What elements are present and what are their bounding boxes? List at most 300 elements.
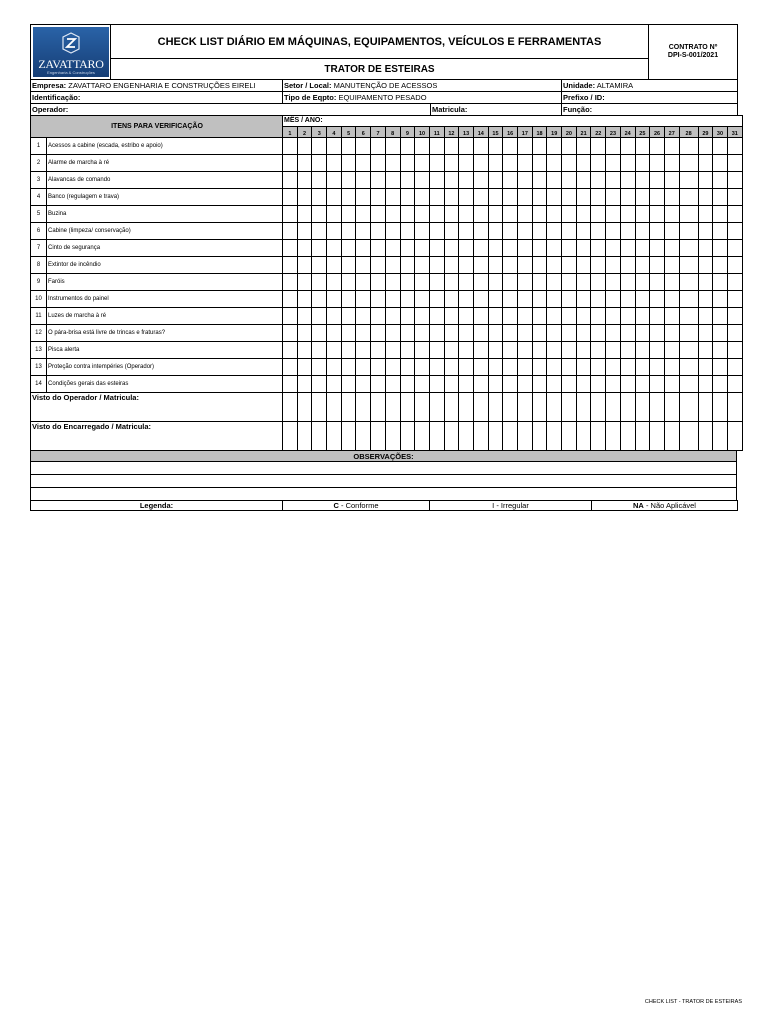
unidade-field[interactable] [562,80,738,92]
signature-cell[interactable] [713,422,728,451]
check-cell[interactable] [606,342,621,359]
check-cell[interactable] [283,274,298,291]
check-cell[interactable] [713,155,728,172]
check-cell[interactable] [385,240,400,257]
signature-cell[interactable] [576,393,591,422]
check-cell[interactable] [532,342,547,359]
check-cell[interactable] [606,223,621,240]
check-cell[interactable] [356,240,371,257]
check-cell[interactable] [518,189,533,206]
check-cell[interactable] [429,138,444,155]
check-cell[interactable] [371,240,386,257]
check-cell[interactable] [312,206,327,223]
check-cell[interactable] [562,172,577,189]
check-cell[interactable] [547,189,562,206]
check-cell[interactable] [547,274,562,291]
check-cell[interactable] [698,257,713,274]
check-cell[interactable] [518,376,533,393]
check-cell[interactable] [297,342,312,359]
signature-cell[interactable] [444,422,459,451]
check-cell[interactable] [444,342,459,359]
check-cell[interactable] [297,155,312,172]
check-cell[interactable] [341,342,356,359]
check-cell[interactable] [356,206,371,223]
check-cell[interactable] [727,223,742,240]
check-cell[interactable] [562,240,577,257]
check-cell[interactable] [297,257,312,274]
check-cell[interactable] [356,274,371,291]
check-cell[interactable] [620,206,635,223]
check-cell[interactable] [459,223,474,240]
check-cell[interactable] [327,325,342,342]
signature-cell[interactable] [547,393,562,422]
check-cell[interactable] [473,206,488,223]
check-cell[interactable] [429,291,444,308]
check-cell[interactable] [727,291,742,308]
signature-cell[interactable] [297,422,312,451]
check-cell[interactable] [283,376,298,393]
check-cell[interactable] [620,189,635,206]
check-cell[interactable] [698,308,713,325]
check-cell[interactable] [429,325,444,342]
check-cell[interactable] [400,274,415,291]
check-cell[interactable] [727,274,742,291]
check-cell[interactable] [606,257,621,274]
check-cell[interactable] [356,291,371,308]
check-cell[interactable] [679,206,698,223]
check-cell[interactable] [297,325,312,342]
check-cell[interactable] [679,325,698,342]
check-cell[interactable] [415,138,430,155]
signature-cell[interactable] [606,393,621,422]
check-cell[interactable] [312,189,327,206]
check-cell[interactable] [444,240,459,257]
check-cell[interactable] [488,223,503,240]
check-cell[interactable] [429,376,444,393]
check-cell[interactable] [327,359,342,376]
signature-cell[interactable] [727,393,742,422]
check-cell[interactable] [591,376,606,393]
signature-cell[interactable] [698,393,713,422]
check-cell[interactable] [518,342,533,359]
check-cell[interactable] [488,359,503,376]
check-cell[interactable] [635,189,650,206]
check-cell[interactable] [562,138,577,155]
check-cell[interactable] [698,291,713,308]
check-cell[interactable] [444,291,459,308]
check-cell[interactable] [664,206,679,223]
prefixo-field[interactable] [562,92,738,104]
signature-cell[interactable] [473,393,488,422]
check-cell[interactable] [698,325,713,342]
check-cell[interactable] [664,325,679,342]
check-cell[interactable] [415,189,430,206]
check-cell[interactable] [650,342,665,359]
check-cell[interactable] [664,359,679,376]
check-cell[interactable] [415,325,430,342]
check-cell[interactable] [650,138,665,155]
check-cell[interactable] [283,325,298,342]
check-cell[interactable] [679,291,698,308]
check-cell[interactable] [620,223,635,240]
check-cell[interactable] [713,240,728,257]
signature-cell[interactable] [312,393,327,422]
check-cell[interactable] [312,240,327,257]
month-year-label[interactable]: MÊS / ANO: [283,116,743,127]
check-cell[interactable] [518,172,533,189]
funcao-field[interactable] [562,104,738,116]
check-cell[interactable] [444,308,459,325]
signature-cell[interactable] [679,393,698,422]
check-cell[interactable] [429,359,444,376]
check-cell[interactable] [635,291,650,308]
check-cell[interactable] [341,325,356,342]
check-cell[interactable] [356,325,371,342]
check-cell[interactable] [591,240,606,257]
check-cell[interactable] [727,257,742,274]
check-cell[interactable] [297,206,312,223]
check-cell[interactable] [444,325,459,342]
check-cell[interactable] [356,342,371,359]
check-cell[interactable] [503,155,518,172]
check-cell[interactable] [679,155,698,172]
check-cell[interactable] [400,257,415,274]
check-cell[interactable] [518,240,533,257]
check-cell[interactable] [606,325,621,342]
check-cell[interactable] [727,359,742,376]
check-cell[interactable] [488,274,503,291]
check-cell[interactable] [297,138,312,155]
check-cell[interactable] [488,308,503,325]
check-cell[interactable] [591,291,606,308]
check-cell[interactable] [562,308,577,325]
check-cell[interactable] [283,206,298,223]
check-cell[interactable] [727,342,742,359]
check-cell[interactable] [547,308,562,325]
check-cell[interactable] [606,155,621,172]
check-cell[interactable] [488,155,503,172]
check-cell[interactable] [503,240,518,257]
check-cell[interactable] [650,189,665,206]
check-cell[interactable] [312,325,327,342]
signature-cell[interactable] [727,422,742,451]
check-cell[interactable] [591,172,606,189]
check-cell[interactable] [713,257,728,274]
check-cell[interactable] [650,274,665,291]
check-cell[interactable] [415,274,430,291]
check-cell[interactable] [459,155,474,172]
check-cell[interactable] [650,172,665,189]
check-cell[interactable] [635,206,650,223]
check-cell[interactable] [503,172,518,189]
check-cell[interactable] [385,206,400,223]
check-cell[interactable] [576,359,591,376]
check-cell[interactable] [698,342,713,359]
check-cell[interactable] [327,240,342,257]
check-cell[interactable] [635,325,650,342]
check-cell[interactable] [713,172,728,189]
signature-cell[interactable] [341,393,356,422]
signature-cell[interactable] [312,422,327,451]
observation-line[interactable] [31,462,737,475]
signature-cell[interactable] [488,422,503,451]
signature-cell[interactable] [698,422,713,451]
check-cell[interactable] [727,325,742,342]
check-cell[interactable] [698,189,713,206]
check-cell[interactable] [576,291,591,308]
check-cell[interactable] [341,257,356,274]
check-cell[interactable] [503,325,518,342]
check-cell[interactable] [650,240,665,257]
check-cell[interactable] [576,325,591,342]
check-cell[interactable] [429,274,444,291]
check-cell[interactable] [698,223,713,240]
check-cell[interactable] [576,223,591,240]
check-cell[interactable] [429,189,444,206]
check-cell[interactable] [532,257,547,274]
check-cell[interactable] [503,376,518,393]
check-cell[interactable] [576,342,591,359]
check-cell[interactable] [727,206,742,223]
signature-cell[interactable] [664,422,679,451]
check-cell[interactable] [518,291,533,308]
check-cell[interactable] [532,359,547,376]
signature-cell[interactable] [635,422,650,451]
check-cell[interactable] [341,376,356,393]
signature-cell[interactable] [664,393,679,422]
check-cell[interactable] [532,325,547,342]
check-cell[interactable] [356,172,371,189]
check-cell[interactable] [327,342,342,359]
check-cell[interactable] [562,257,577,274]
check-cell[interactable] [679,342,698,359]
check-cell[interactable] [620,138,635,155]
check-cell[interactable] [327,206,342,223]
check-cell[interactable] [283,138,298,155]
check-cell[interactable] [518,308,533,325]
check-cell[interactable] [698,138,713,155]
check-cell[interactable] [547,325,562,342]
signature-cell[interactable] [356,393,371,422]
check-cell[interactable] [576,257,591,274]
signature-cell[interactable] [297,393,312,422]
check-cell[interactable] [371,274,386,291]
check-cell[interactable] [562,274,577,291]
signature-cell[interactable] [547,422,562,451]
check-cell[interactable] [400,291,415,308]
check-cell[interactable] [532,308,547,325]
check-cell[interactable] [371,189,386,206]
check-cell[interactable] [547,240,562,257]
signature-cell[interactable] [400,393,415,422]
check-cell[interactable] [620,240,635,257]
check-cell[interactable] [385,359,400,376]
check-cell[interactable] [385,325,400,342]
check-cell[interactable] [664,223,679,240]
check-cell[interactable] [459,274,474,291]
check-cell[interactable] [297,172,312,189]
signature-cell[interactable] [400,422,415,451]
check-cell[interactable] [591,189,606,206]
check-cell[interactable] [698,172,713,189]
check-cell[interactable] [576,189,591,206]
check-cell[interactable] [576,274,591,291]
check-cell[interactable] [664,342,679,359]
check-cell[interactable] [473,172,488,189]
check-cell[interactable] [606,376,621,393]
check-cell[interactable] [327,376,342,393]
matricula-field[interactable] [431,104,562,116]
check-cell[interactable] [606,240,621,257]
check-cell[interactable] [444,274,459,291]
check-cell[interactable] [312,223,327,240]
check-cell[interactable] [371,359,386,376]
check-cell[interactable] [562,223,577,240]
check-cell[interactable] [415,359,430,376]
check-cell[interactable] [650,155,665,172]
check-cell[interactable] [727,172,742,189]
check-cell[interactable] [488,376,503,393]
check-cell[interactable] [459,206,474,223]
check-cell[interactable] [283,223,298,240]
check-cell[interactable] [562,376,577,393]
signature-cell[interactable] [371,422,386,451]
check-cell[interactable] [518,257,533,274]
check-cell[interactable] [518,325,533,342]
check-cell[interactable] [341,291,356,308]
check-cell[interactable] [327,274,342,291]
observation-line[interactable] [31,475,737,488]
check-cell[interactable] [664,376,679,393]
check-cell[interactable] [698,359,713,376]
check-cell[interactable] [650,257,665,274]
check-cell[interactable] [371,172,386,189]
check-cell[interactable] [385,155,400,172]
check-cell[interactable] [713,376,728,393]
check-cell[interactable] [312,359,327,376]
check-cell[interactable] [459,138,474,155]
check-cell[interactable] [385,257,400,274]
check-cell[interactable] [664,257,679,274]
check-cell[interactable] [620,274,635,291]
check-cell[interactable] [679,308,698,325]
check-cell[interactable] [385,172,400,189]
check-cell[interactable] [341,155,356,172]
signature-cell[interactable] [518,393,533,422]
check-cell[interactable] [562,206,577,223]
check-cell[interactable] [444,257,459,274]
check-cell[interactable] [415,308,430,325]
check-cell[interactable] [312,291,327,308]
signature-cell[interactable] [503,422,518,451]
check-cell[interactable] [341,308,356,325]
check-cell[interactable] [576,138,591,155]
check-cell[interactable] [488,240,503,257]
check-cell[interactable] [327,223,342,240]
check-cell[interactable] [312,342,327,359]
signature-cell[interactable] [679,422,698,451]
check-cell[interactable] [713,359,728,376]
check-cell[interactable] [327,257,342,274]
check-cell[interactable] [576,172,591,189]
check-cell[interactable] [429,155,444,172]
check-cell[interactable] [547,359,562,376]
check-cell[interactable] [679,274,698,291]
check-cell[interactable] [341,206,356,223]
signature-cell[interactable] [650,393,665,422]
signature-cell[interactable] [283,422,298,451]
signature-cell[interactable] [591,422,606,451]
check-cell[interactable] [283,240,298,257]
check-cell[interactable] [473,376,488,393]
check-cell[interactable] [473,342,488,359]
check-cell[interactable] [312,274,327,291]
check-cell[interactable] [356,376,371,393]
check-cell[interactable] [547,291,562,308]
check-cell[interactable] [473,138,488,155]
check-cell[interactable] [283,359,298,376]
check-cell[interactable] [650,325,665,342]
check-cell[interactable] [444,206,459,223]
check-cell[interactable] [650,308,665,325]
signature-cell[interactable] [473,422,488,451]
check-cell[interactable] [679,257,698,274]
check-cell[interactable] [415,342,430,359]
check-cell[interactable] [459,172,474,189]
signature-cell[interactable] [415,422,430,451]
check-cell[interactable] [591,308,606,325]
check-cell[interactable] [400,342,415,359]
check-cell[interactable] [312,138,327,155]
check-cell[interactable] [429,223,444,240]
check-cell[interactable] [650,223,665,240]
check-cell[interactable] [518,274,533,291]
check-cell[interactable] [503,206,518,223]
check-cell[interactable] [371,138,386,155]
check-cell[interactable] [415,172,430,189]
check-cell[interactable] [385,274,400,291]
check-cell[interactable] [532,155,547,172]
check-cell[interactable] [620,325,635,342]
check-cell[interactable] [488,189,503,206]
check-cell[interactable] [429,240,444,257]
operador-field[interactable] [31,104,431,116]
check-cell[interactable] [371,342,386,359]
check-cell[interactable] [371,223,386,240]
check-cell[interactable] [650,359,665,376]
check-cell[interactable] [341,172,356,189]
check-cell[interactable] [327,291,342,308]
check-cell[interactable] [356,359,371,376]
check-cell[interactable] [547,376,562,393]
check-cell[interactable] [727,376,742,393]
check-cell[interactable] [371,308,386,325]
check-cell[interactable] [620,308,635,325]
check-cell[interactable] [444,172,459,189]
check-cell[interactable] [635,257,650,274]
signature-cell[interactable] [415,393,430,422]
check-cell[interactable] [459,376,474,393]
check-cell[interactable] [415,376,430,393]
check-cell[interactable] [444,376,459,393]
check-cell[interactable] [727,308,742,325]
check-cell[interactable] [679,138,698,155]
check-cell[interactable] [679,189,698,206]
check-cell[interactable] [620,359,635,376]
signature-cell[interactable] [371,393,386,422]
check-cell[interactable] [664,274,679,291]
check-cell[interactable] [518,223,533,240]
